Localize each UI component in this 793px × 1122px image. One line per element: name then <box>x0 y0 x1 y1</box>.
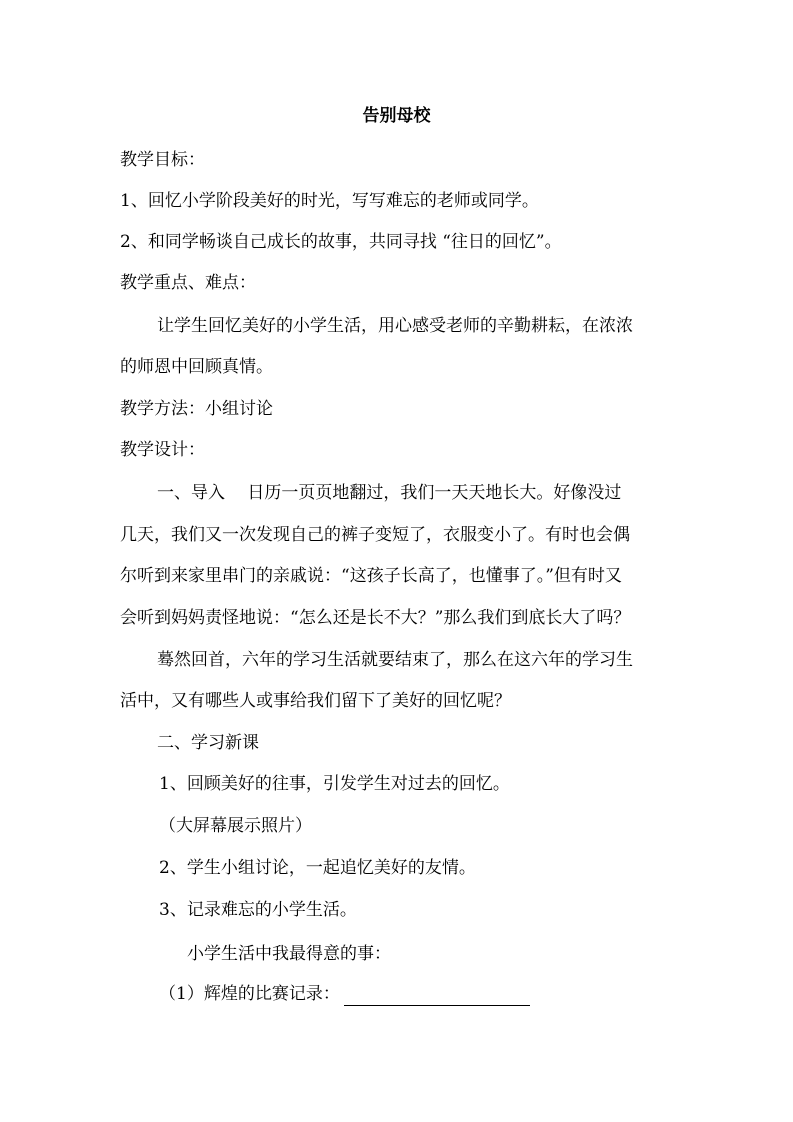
paragraph-line: 让学生回忆美好的小学生活，用心感受老师的辛勤耕耘，在浓浓 <box>157 316 633 336</box>
fill-in-blank[interactable] <box>344 987 530 1006</box>
section-heading-new-lesson: 二、学习新课 <box>157 733 259 753</box>
paragraph-line: 活中，又有哪些人或事给我们留下了美好的回忆呢？ <box>120 691 511 711</box>
lesson-note: （大屏幕展示照片） <box>159 816 312 836</box>
lesson-step-3: 3、记录难忘的小学生活。 <box>159 900 357 920</box>
fill-in-item-1 <box>159 982 530 1006</box>
section-heading-design: 教学设计： <box>120 440 205 460</box>
goal-item-2: 2、和同学畅谈自己成长的故事，共同寻找 “往日的回忆”。 <box>120 232 562 252</box>
lesson-step-2: 2、学生小组讨论，一起追忆美好的友情。 <box>159 858 476 878</box>
paragraph-line: 尔听到来家里串门的亲戚说：“这孩子长高了，也懂事了。”但有时又 <box>120 566 622 586</box>
section-heading-key-points: 教学重点、难点： <box>120 273 256 293</box>
section-heading-method: 教学方法：小组讨论 <box>120 399 273 419</box>
lesson-step-1: 1、回顾美好的往事，引发学生对过去的回忆。 <box>159 774 510 794</box>
fill-in-label: （1）辉煌的比赛记录： <box>159 984 340 1004</box>
paragraph-line: 蓦然回首，六年的学习生活就要结束了，那么在这六年的学习生 <box>157 650 633 670</box>
paragraph-line: 几天，我们又一次发现自己的裤子变短了，衣服变小了。有时也会偶 <box>120 525 630 545</box>
goal-item-1: 1、回忆小学阶段美好的时光，写写难忘的老师或同学。 <box>120 191 539 211</box>
section-heading-goals: 教学目标： <box>120 150 205 170</box>
prompt-line: 小学生活中我最得意的事： <box>187 944 391 964</box>
paragraph-line: 一、导入 日历一页页地翻过，我们一天天地长大。好像没过 <box>157 483 622 503</box>
document-title: 告别母校 <box>362 106 431 126</box>
paragraph-line: 的师恩中回顾真情。 <box>120 357 273 377</box>
paragraph-line: 会听到妈妈责怪地说：“怎么还是长不大？”那么我们到底长大了吗？ <box>120 608 631 628</box>
